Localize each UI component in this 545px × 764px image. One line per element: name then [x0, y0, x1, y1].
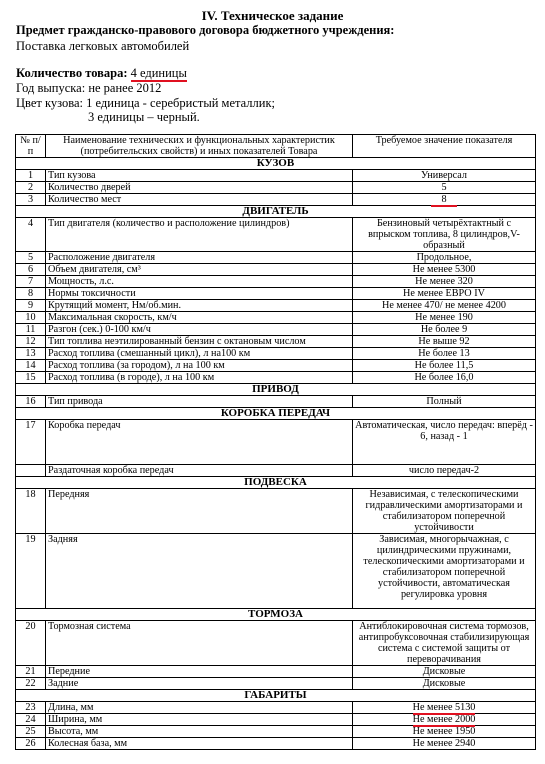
row-name: Задние	[46, 678, 353, 690]
row-name: Тип двигателя (количество и расположение цилиндров)	[46, 218, 353, 252]
row-num: 2	[16, 182, 46, 194]
section-label: ГАБАРИТЫ	[16, 690, 536, 702]
row-num: 25	[16, 726, 46, 738]
table-row	[16, 252, 536, 264]
table-row	[16, 336, 536, 348]
section-row-suspension	[16, 477, 536, 489]
row-name: Высота, мм	[46, 726, 353, 738]
row-name: Разгон (сек.) 0-100 км/ч	[46, 324, 353, 336]
row-name: Ширина, мм	[46, 714, 353, 726]
row-name: Передняя	[46, 489, 353, 534]
row-num: 12	[16, 336, 46, 348]
seats-value: 8	[431, 194, 456, 207]
table-row	[16, 312, 536, 324]
section-row-dims	[16, 690, 536, 702]
header-value: Требуемое значение показателя	[353, 135, 536, 158]
section-row-brakes	[16, 609, 536, 621]
row-value: Не более 11,5	[353, 360, 536, 372]
section-label: КОРОБКА ПЕРЕДАЧ	[16, 408, 536, 420]
row-value: 5	[353, 182, 536, 194]
row-value: Не менее 320	[353, 276, 536, 288]
row-name: Тип привода	[46, 396, 353, 408]
table-row	[16, 666, 536, 678]
row-num: 10	[16, 312, 46, 324]
row-name: Количество мест	[46, 194, 353, 206]
row-name: Тип топлива неэтилированный бензин с октановым числом	[46, 336, 353, 348]
row-value: Не менее 2940	[353, 738, 536, 750]
row-name: Задняя	[46, 534, 353, 609]
row-value	[353, 702, 536, 714]
row-value: Не менее 5300	[353, 264, 536, 276]
header-name: Наименование технических и функциональных характеристик (потребительских свойств) и иных показателей Товара	[46, 135, 353, 158]
section-row-gearbox	[16, 408, 536, 420]
row-name: Длина, мм	[46, 702, 353, 714]
table-row	[16, 194, 536, 206]
row-num: 24	[16, 714, 46, 726]
row-value: Не менее ЕВРО IV	[353, 288, 536, 300]
row-name: Нормы токсичности	[46, 288, 353, 300]
table-row	[16, 300, 536, 312]
section-label: ПОДВЕСКА	[16, 477, 536, 489]
contract-subject: Предмет гражданско-правового договора бюджетного учреждения:	[16, 23, 395, 37]
table-row	[16, 372, 536, 384]
length-value: Не менее 5130	[412, 702, 476, 713]
row-num: 18	[16, 489, 46, 534]
row-value: Дисковые	[353, 666, 536, 678]
table-row	[16, 738, 536, 750]
row-name: Расход топлива (в городе), л на 100 км	[46, 372, 353, 384]
table-row	[16, 348, 536, 360]
table-row	[16, 264, 536, 276]
row-name: Объем двигателя, см³	[46, 264, 353, 276]
row-value: Не более 9	[353, 324, 536, 336]
table-row	[16, 420, 536, 465]
row-num: 5	[16, 252, 46, 264]
row-value: Дисковые	[353, 678, 536, 690]
row-num: 4	[16, 218, 46, 252]
row-name: Колесная база, мм	[46, 738, 353, 750]
quantity-label: Количество товара:	[16, 66, 128, 80]
table-header-row	[16, 135, 536, 158]
row-num: 15	[16, 372, 46, 384]
table-row	[16, 360, 536, 372]
quantity-line	[16, 66, 187, 81]
row-value: число передач-2	[353, 465, 536, 477]
table-row	[16, 678, 536, 690]
row-value	[353, 714, 536, 726]
table-row	[16, 534, 536, 609]
section-label: ДВИГАТЕЛЬ	[16, 206, 536, 218]
table-row	[16, 702, 536, 714]
table-row	[16, 218, 536, 252]
row-value: Не менее 1950	[353, 726, 536, 738]
supply-line: Поставка легковых автомобилей	[16, 39, 190, 53]
row-name: Тип кузова	[46, 170, 353, 182]
table-row	[16, 288, 536, 300]
row-name: Расположение двигателя	[46, 252, 353, 264]
table-row	[16, 324, 536, 336]
row-num	[16, 465, 46, 477]
header-num: № п/п	[16, 135, 46, 158]
row-value: Антиблокировочная система тормозов, антипробуксовочная стабилизирующая система с системой защиты от переворачивания	[353, 621, 536, 666]
row-name: Максимальная скорость, км/ч	[46, 312, 353, 324]
row-num: 14	[16, 360, 46, 372]
row-name: Крутящий момент, Нм/об.мин.	[46, 300, 353, 312]
row-num: 7	[16, 276, 46, 288]
table-row	[16, 465, 536, 477]
row-value: Не более 13	[353, 348, 536, 360]
table-row	[16, 396, 536, 408]
section-label: ПРИВОД	[16, 384, 536, 396]
row-value: Продольное,	[353, 252, 536, 264]
row-num: 11	[16, 324, 46, 336]
row-num: 17	[16, 420, 46, 465]
row-num: 9	[16, 300, 46, 312]
row-num: 26	[16, 738, 46, 750]
row-value: Не более 16,0	[353, 372, 536, 384]
row-value: Не выше 92	[353, 336, 536, 348]
row-name: Расход топлива (смешанный цикл), л на100 км	[46, 348, 353, 360]
row-value: Универсал	[353, 170, 536, 182]
table-row	[16, 621, 536, 666]
row-value	[353, 194, 536, 206]
row-num: 16	[16, 396, 46, 408]
row-name: Коробка передач	[46, 420, 353, 465]
section-label: КУЗОВ	[16, 158, 536, 170]
row-name: Передние	[46, 666, 353, 678]
table-row	[16, 489, 536, 534]
table-row	[16, 714, 536, 726]
section-label: ТОРМОЗА	[16, 609, 536, 621]
row-num: 13	[16, 348, 46, 360]
table-row	[16, 276, 536, 288]
section-row-drive	[16, 384, 536, 396]
row-value: Независимая, с телескопическими гидравлическими амортизаторами и стабилизатором поперечной устойчивости	[353, 489, 536, 534]
row-num: 8	[16, 288, 46, 300]
row-num: 20	[16, 621, 46, 666]
row-num: 6	[16, 264, 46, 276]
quantity-value: 4 единицы	[130, 66, 187, 80]
row-num: 3	[16, 194, 46, 206]
row-name: Мощность, л.с.	[46, 276, 353, 288]
year-line: Год выпуска: не ранее 2012	[16, 81, 162, 95]
section-row-engine	[16, 206, 536, 218]
width-value: Не менее 2000	[412, 714, 476, 725]
row-value: Зависимая, многорычажная, с цилиндрическими пружинами, телескопическими амортизаторами и стабилизатором поперечной устойчивости, автоматическая регулировка уровня	[353, 534, 536, 609]
section-row-body	[16, 158, 536, 170]
row-name: Раздаточная коробка передач	[46, 465, 353, 477]
row-value: Автоматическая, число передач: вперёд - 6, назад - 1	[353, 420, 536, 465]
row-value: Бензиновый четырёхтактный с впрыском топлива, 8 цилиндров,V-образный	[353, 218, 536, 252]
row-num: 21	[16, 666, 46, 678]
row-num: 22	[16, 678, 46, 690]
table-row	[16, 726, 536, 738]
row-num: 1	[16, 170, 46, 182]
table-row	[16, 170, 536, 182]
table-row	[16, 182, 536, 194]
row-num: 23	[16, 702, 46, 714]
row-value: Не менее 190	[353, 312, 536, 324]
row-value: Полный	[353, 396, 536, 408]
row-name: Тормозная система	[46, 621, 353, 666]
spec-table	[15, 134, 536, 750]
row-value: Не менее 470/ не менее 4200	[353, 300, 536, 312]
row-name: Количество дверей	[46, 182, 353, 194]
row-num: 19	[16, 534, 46, 609]
color-line-2: 3 единицы – черный.	[88, 110, 200, 124]
color-line-1: Цвет кузова: 1 единица - серебристый металлик;	[16, 96, 275, 110]
section-title: IV. Техническое задание	[201, 8, 344, 23]
row-name: Расход топлива (за городом), л на 100 км	[46, 360, 353, 372]
